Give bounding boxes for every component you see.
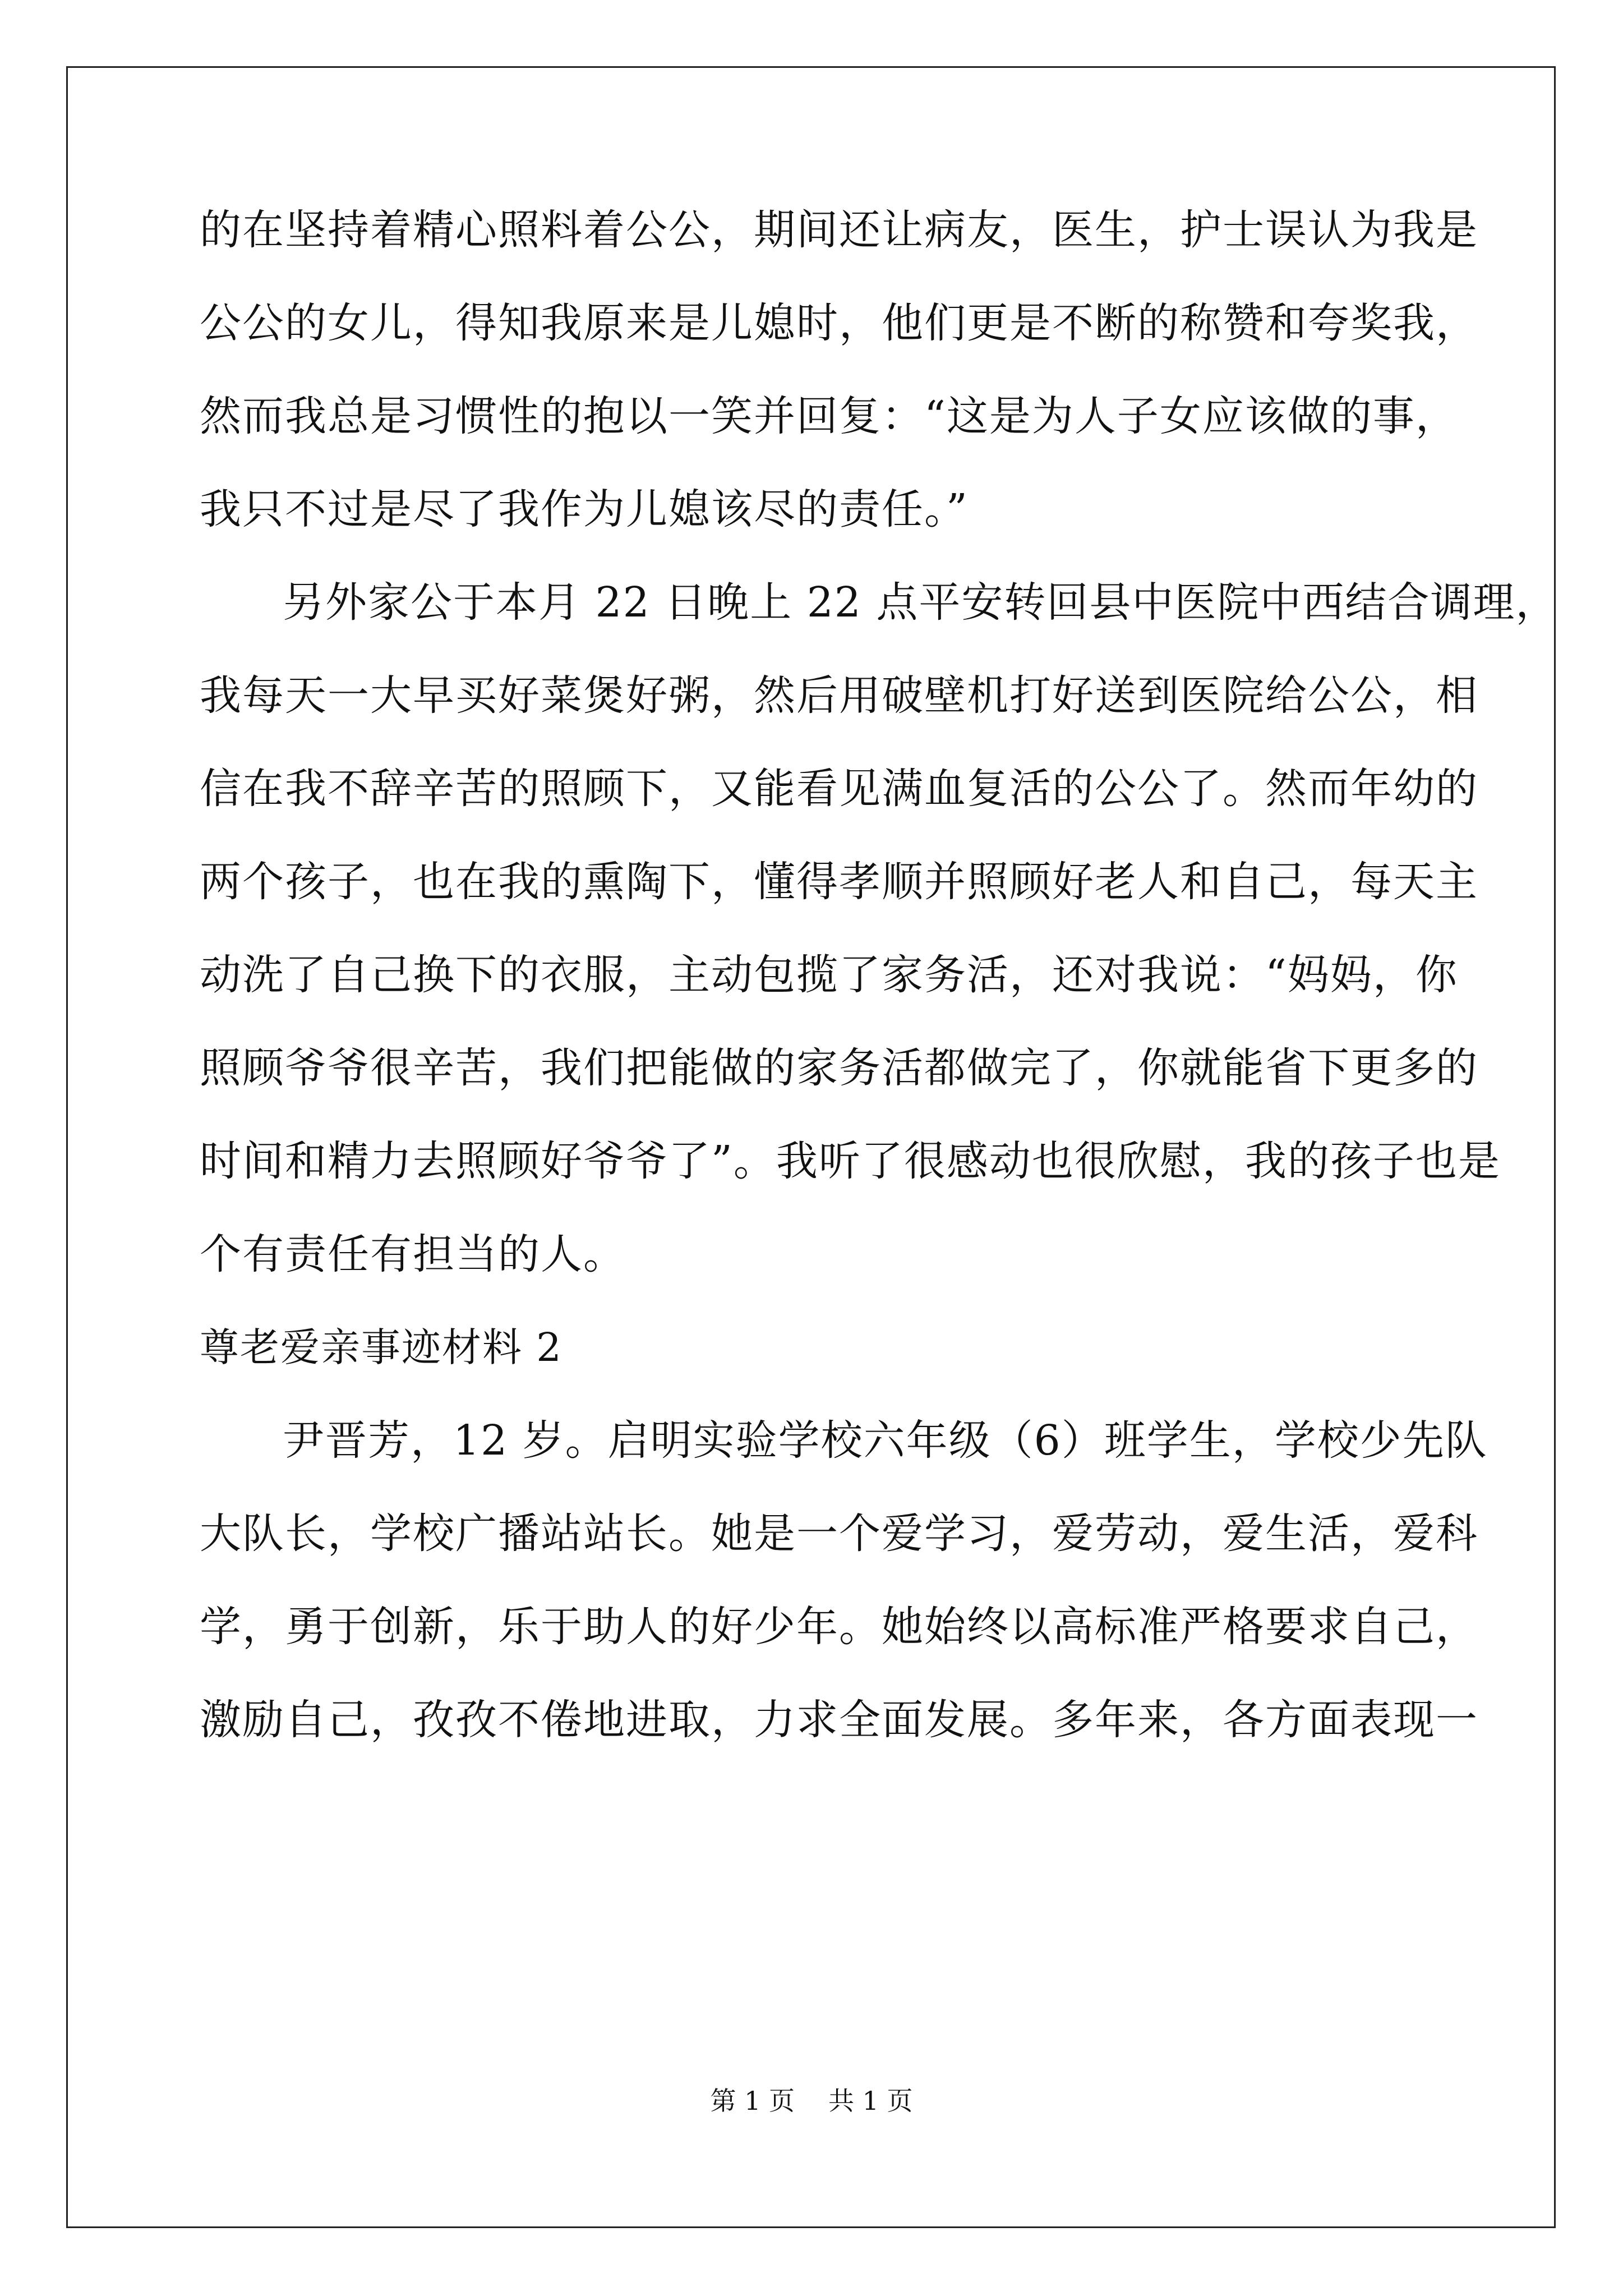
text-line: 信在我不辞辛苦的照顾下，又能看见满血复活的公公了。然而年幼的 — [200, 765, 1478, 813]
page-footer — [0, 2084, 1623, 2118]
section-heading: 尊老爱亲事迹材料 2 — [200, 1324, 562, 1370]
text-line: 我每天一大早买好菜煲好粥，然后用破壁机打好送到医院给公公，相 — [200, 671, 1478, 720]
text-line: 个有责任有担当的人。 — [200, 1230, 626, 1278]
text-line: 动洗了自己换下的衣服，主动包揽了家务活，还对我说：“妈妈，你 — [200, 951, 1458, 999]
text-line: 激励自己，孜孜不倦地进取，力求全面发展。多年来，各方面表现一 — [200, 1696, 1478, 1744]
text-line: 学，勇于创新，乐于助人的好少年。她始终以高标准严格要求自己， — [200, 1603, 1478, 1651]
text-line: 尹晋芳，12 岁。启明实验学校六年级（6）班学生，学校少先队 — [283, 1416, 1488, 1465]
text-line: 然而我总是习惯性的抱以一笑并回复：“这是为人子女应该做的事， — [200, 392, 1458, 440]
text-line: 两个孩子，也在我的熏陶下，懂得孝顺并照顾好老人和自己，每天主 — [200, 858, 1478, 906]
text-line: 的在坚持着精心照料着公公，期间还让病友，医生，护士误认为我是 — [200, 206, 1478, 254]
text-line: 公公的女儿，得知我原来是儿媳时，他们更是不断的称赞和夸奖我， — [200, 299, 1478, 347]
page-number: 第 1 页 — [710, 2086, 795, 2116]
text-line: 时间和精力去照顾好爷爷了”。我听了很感动也很欣慰，我的孩子也是 — [200, 1137, 1501, 1185]
text-line: 另外家公于本月 22 日晚上 22 点平安转回县中医院中西结合调理， — [283, 578, 1559, 627]
text-line: 我只不过是尽了我作为儿媳该尽的责任。” — [200, 485, 969, 533]
text-line: 大队长，学校广播站站长。她是一个爱学习，爱劳动，爱生活，爱科 — [200, 1510, 1478, 1558]
page-total: 共 1 页 — [828, 2086, 913, 2116]
text-line: 照顾爷爷很辛苦，我们把能做的家务活都做完了，你就能省下更多的 — [200, 1044, 1478, 1092]
